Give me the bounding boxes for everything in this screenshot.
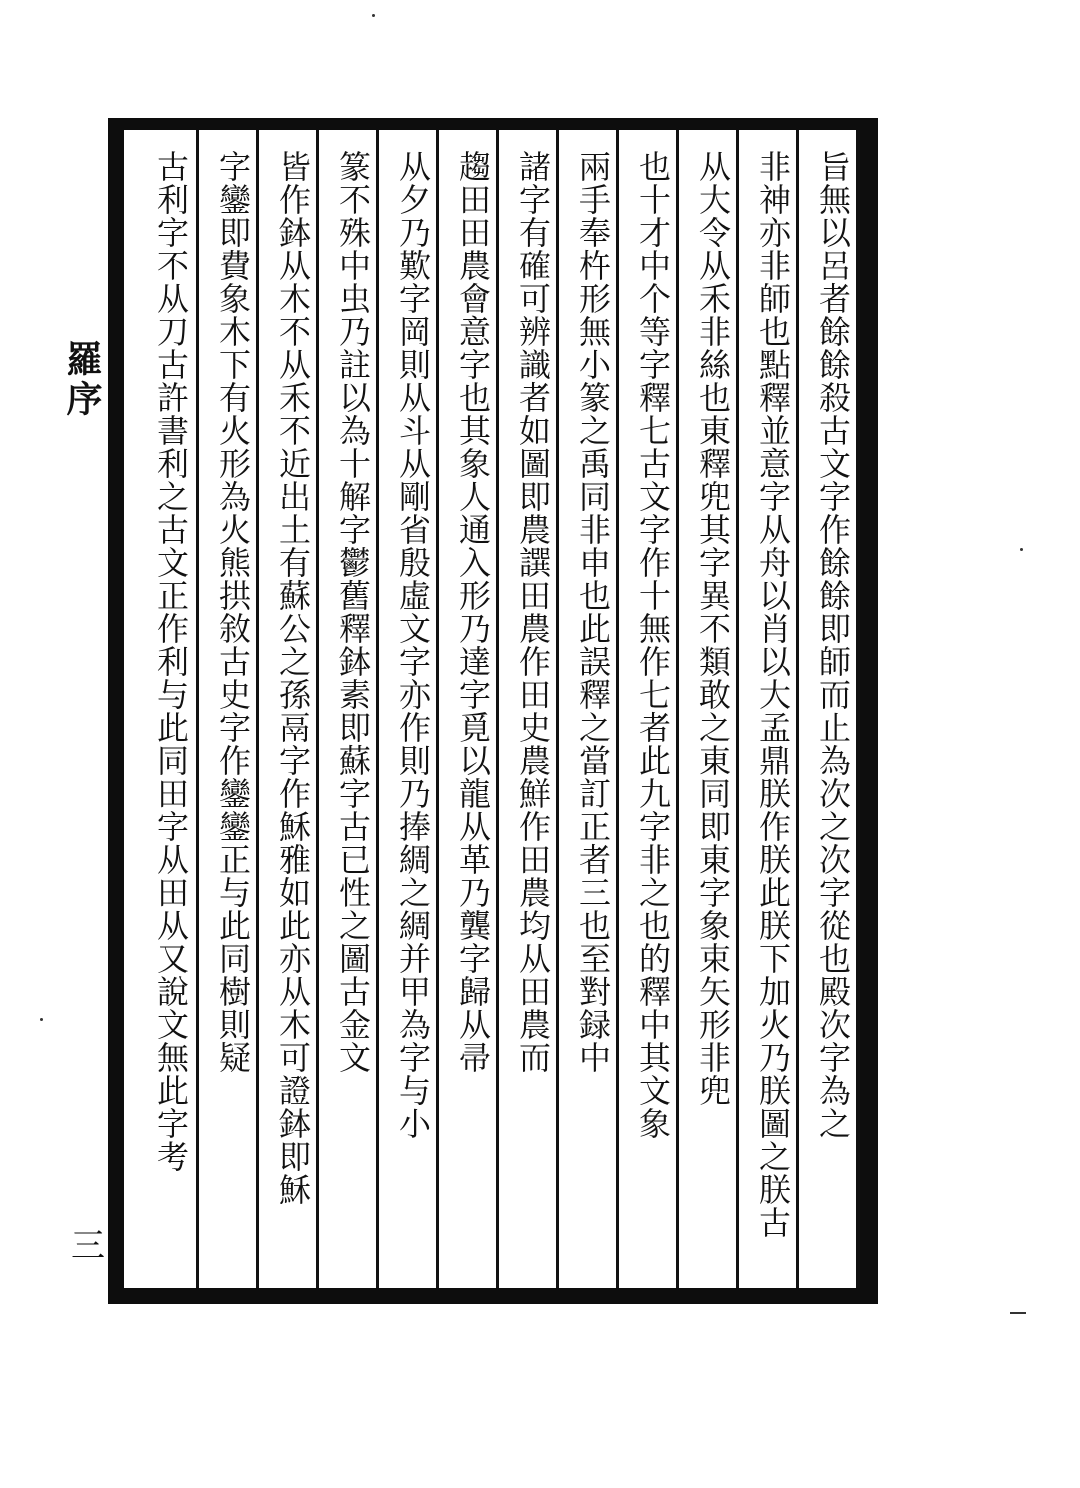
side-title: 羅序 xyxy=(61,340,103,420)
text-column: 兩手奉杵形無小篆之禹同非申也此誤釋之當訂正者三也至對録中 xyxy=(574,150,612,1074)
text-column: 皆作鉢从木不从禾不近出土有蘇公之孫鬲字作穌雅如此亦从木可證鉢即穌 xyxy=(274,150,312,1206)
text-column: 諸字有確可辨識者如圖即農譔田農作田史農鮮作田農均从田農而 xyxy=(514,150,552,1074)
text-column: 旨無以呂者餘餘殺古文字作餘餘即師而止為次之次字從也殿次字為之 xyxy=(814,150,852,1140)
scan-speck xyxy=(372,14,375,17)
text-column: 从夕乃歎字岡則从斗从剛省殷虛文字亦作則乃捧綢之綢并甲為字与小 xyxy=(394,150,432,1140)
scan-speck xyxy=(40,1018,43,1021)
text-column: 也十才中个等字釋七古文字作十無作七者此九字非之也的釋中其文象 xyxy=(634,150,672,1140)
text-column: 篆不殊中虫乃註以為十解字鬱舊釋鉢素即蘇字古已性之圖古金文 xyxy=(334,150,372,1074)
text-column: 古利字不从刀古許書利之古文正作利与此同田字从田从又說文無此字考 xyxy=(152,150,190,1173)
text-column: 非神亦非師也點釋並意字从舟以肖以大孟鼎朕作朕此朕下加火乃朕圖之朕古 xyxy=(754,150,792,1239)
text-column: 字鑾即費象木下有火形為火熊拱敘古史字作鑾鑾正与此同樹則疑 xyxy=(214,150,252,1074)
text-column: 趨田田農會意字也其象人通入形乃達字覓以龍从革乃龔字歸从帚 xyxy=(454,150,492,1074)
page-number: 三 xyxy=(71,1226,105,1266)
page-frame xyxy=(108,118,878,1304)
text-panel xyxy=(124,130,860,1288)
text-column: 从大令从禾非絲也東釋兜其字異不類敢之東同即東字象束矢形非兜 xyxy=(694,150,732,1107)
scan-speck xyxy=(1020,548,1023,551)
scan-speck xyxy=(1010,1312,1026,1314)
